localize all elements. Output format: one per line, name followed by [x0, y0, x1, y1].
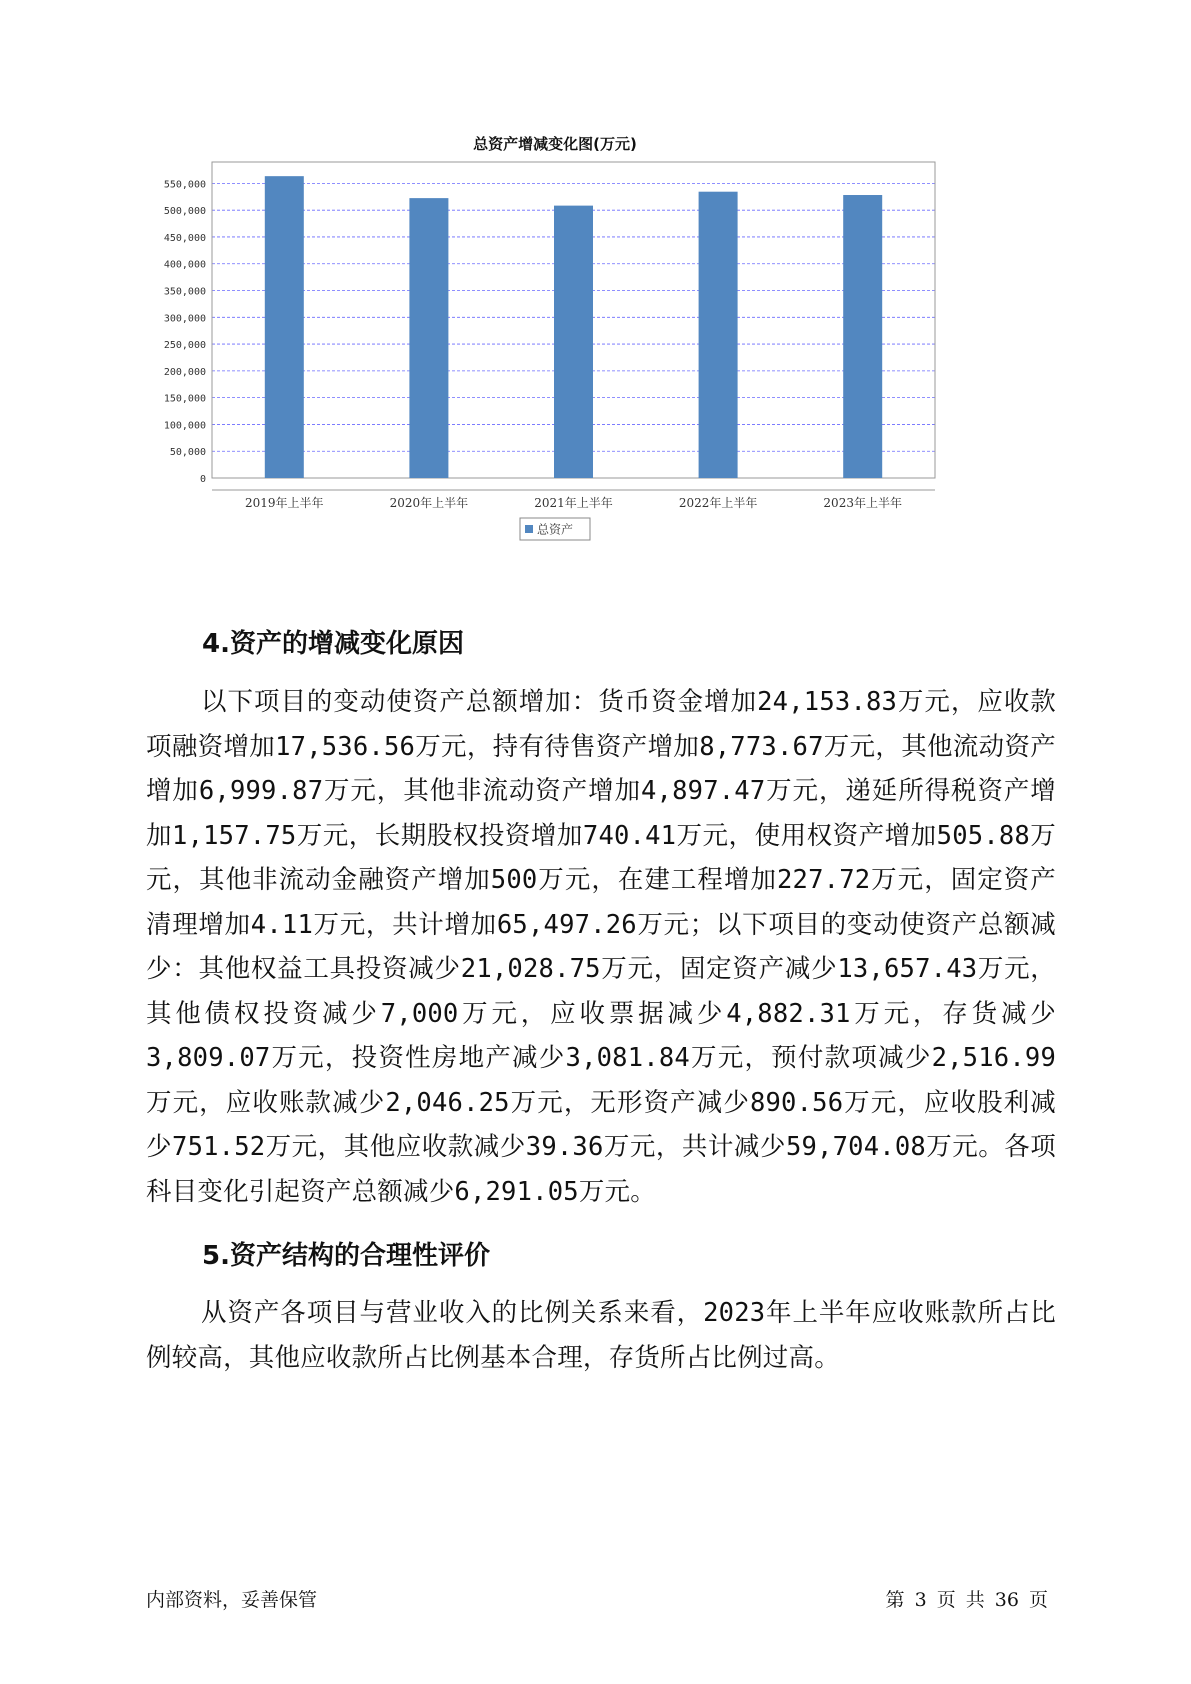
- section-4-paragraph: 以下项目的变动使资产总额增加：货币资金增加24,153.83万元，应收款项融资增加17,536.56万元，持有待售资产增加8,773.67万元，其他流动资产增加6,999.87万元，其他非流动资产增加4,897.47万元，递延所得税资产增加1,157.75万元，长期股权投资增加740.41万元，使用权资产增加505.88万元，其他非流动金融资产增加500万元，在建工程增加227.72万元，固定资产清理增加4.11万元，共计增加65,497.26万元；以下项目的变动使资产总额减少：其他权益工具投资减少21,028.75万元，固定资产减少13,657.43万元，其他债权投资减少7,000万元，应收票据减少4,882.31万元，存货减少3,809.07万元，投资性房地产减少3,081.84万元，预付款项减少2,516.99万元，应收账款减少2,046.25万元，无形资产减少890.56万元，应收股利减少751.52万元，其他应收款减少39.36万元，共计减少59,704.08万元。各项科目变化引起资产总额减少6,291.05万元。: [146, 687, 1056, 1207]
- x-tick-label: 2020年上半年: [389, 496, 469, 510]
- section-5-paragraph: 从资产各项目与营业收入的比例关系来看，2023年上半年应收账款所占比例较高，其他应收款所占比例基本合理，存货所占比例过高。: [146, 1298, 1056, 1373]
- x-tick-label: 2021年上半年: [534, 496, 613, 510]
- total-assets-chart: [160, 130, 1030, 590]
- x-tick-label: 2023年上半年: [823, 496, 902, 510]
- chart-title: 总资产增减变化图(万元): [473, 135, 637, 153]
- bar-2020年上半年: [409, 198, 448, 478]
- y-tick-label: 450,000: [163, 232, 206, 244]
- bar-2021年上半年: [554, 206, 593, 478]
- section-5-heading: 5.资产结构的合理性评价: [202, 1241, 490, 1271]
- legend-label: 总资产: [537, 522, 574, 537]
- y-tick-label: 250,000: [163, 340, 206, 352]
- y-tick-label: 150,000: [163, 393, 206, 405]
- y-tick-label: 0: [199, 474, 206, 485]
- footer-confidential-note: 内部资料，妥善保管: [146, 1589, 318, 1611]
- x-tick-labels: [245, 495, 902, 510]
- bars: [265, 176, 882, 478]
- y-tick-label: 350,000: [163, 286, 206, 298]
- y-tick-labels: [164, 179, 206, 485]
- y-tick-label: 100,000: [163, 420, 206, 432]
- x-tick-label: 2022年上半年: [678, 496, 758, 510]
- y-tick-label: 50,000: [169, 447, 206, 459]
- y-tick-label: 500,000: [163, 206, 206, 218]
- section-4-heading: 4.资产的增减变化原因: [202, 629, 464, 659]
- x-tick-label: 2019年上半年: [245, 496, 324, 510]
- y-tick-label: 550,000: [163, 179, 206, 191]
- footer-page-number: 第 3 页 共 36 页: [885, 1589, 1048, 1611]
- y-tick-label: 300,000: [163, 313, 206, 325]
- bar-chart-svg: [160, 130, 1030, 590]
- legend-swatch: [525, 525, 533, 533]
- y-tick-label: 400,000: [163, 259, 206, 271]
- bar-2023年上半年: [843, 195, 882, 478]
- y-tick-label: 200,000: [163, 366, 206, 378]
- chart-legend: [520, 518, 590, 540]
- bar-2022年上半年: [699, 192, 738, 478]
- bar-2019年上半年: [265, 176, 304, 478]
